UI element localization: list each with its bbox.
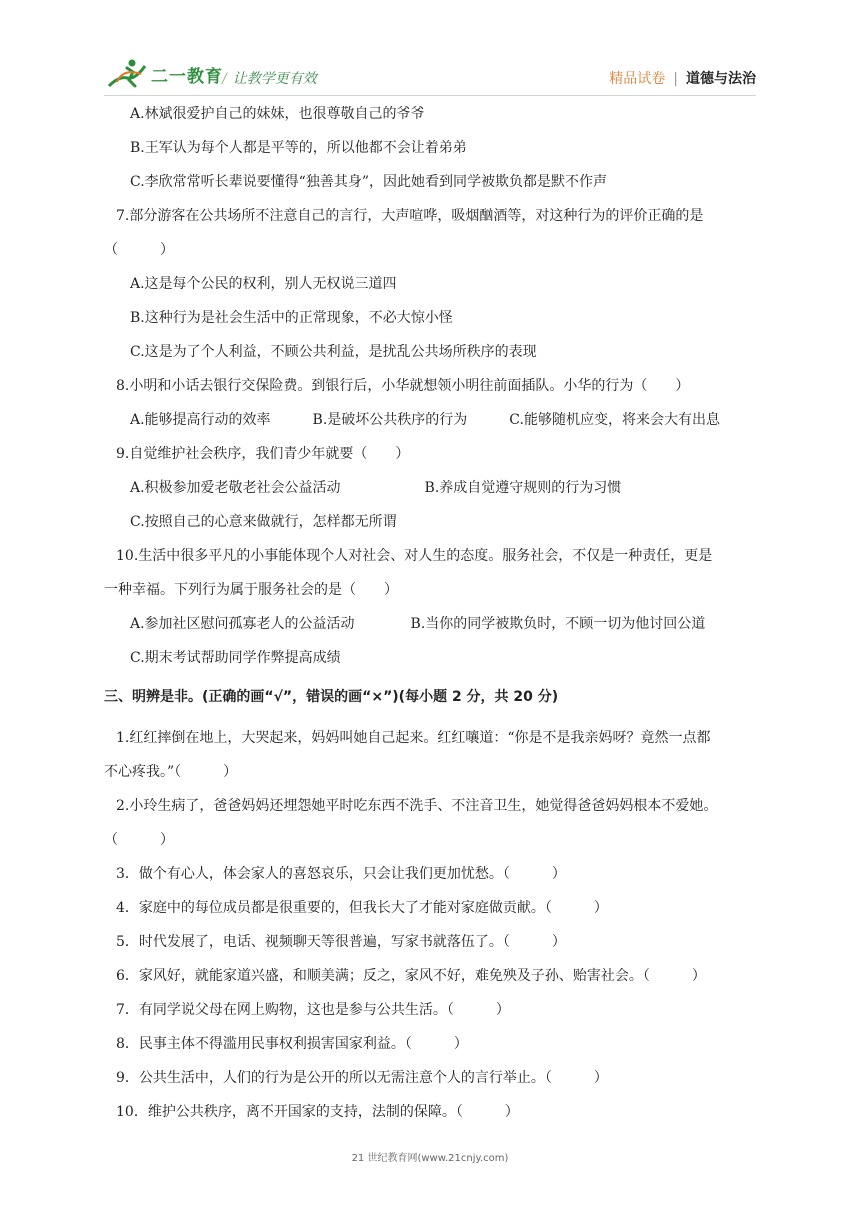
header-right: 精品试卷 | 道德与法治 [609, 71, 756, 87]
judge-3: 3．做个有心人，体会家人的喜怒哀乐，只会让我们更加忧愁。（ ） [116, 866, 566, 882]
text-line: A.能够提高行动的效率 B.是破坏公共秩序的行为 C.能够随机应变，将来会大有出息 [130, 412, 720, 428]
text-line: A.参加社区慰问孤寡老人的公益活动 B.当你的同学被欺负时，不顾一切为他讨回公道 [130, 616, 706, 632]
question-10: 10.生活中很多平凡的小事能体现个人对社会、对人生的态度。服务社会，不仅是一种责任，更是 [116, 548, 713, 564]
answer-blank: （ ） [104, 832, 174, 848]
section-heading: 三、明辨是非。(正确的画“√”，错误的画“×”)(每小题 2 分，共 20 分) [104, 689, 559, 705]
header-divider [104, 95, 756, 96]
text-line: C.这是为了个人利益，不顾公共利益，是扰乱公共场所秩序的表现 [130, 344, 537, 360]
question-9: 9.自觉维护社会秩序，我们青少年就要（ ） [116, 446, 410, 462]
text-line: 不心疼我。”（ ） [104, 764, 238, 780]
text-line: A.林斌很爱护自己的妹妹，也很尊敬自己的爷爷 [130, 106, 425, 122]
judge-4: 4．家庭中的每位成员都是很重要的，但我长大了才能对家庭做贡献。（ ） [116, 900, 608, 916]
logo-text: 二一教育 [151, 67, 223, 87]
text-line: B.王军认为每个人都是平等的，所以他都不会让着弟弟 [130, 140, 467, 156]
slogan-text: 让教学更有效 [232, 71, 317, 87]
judge-1: 1.红红摔倒在地上，大哭起来，妈妈叫她自己起来。红红嚷道：“你是不是我亲妈呀？竟然一点都 [116, 730, 711, 746]
text-line: B.这种行为是社会生活中的正常现象，不必大惊小怪 [130, 310, 453, 326]
page-header [0, 0, 860, 96]
page-footer: 21 世纪教育网(www.21cnjy.com) [351, 1153, 509, 1164]
judge-10: 10．维护公共秩序，离不开国家的支持，法制的保障。（ ） [116, 1104, 519, 1120]
judge-8: 8．民事主体不得滥用民事权利损害国家利益。（ ） [116, 1036, 468, 1052]
subject-label: 道德与法治 [686, 71, 756, 87]
slogan: / 让教学更有效 [222, 71, 317, 87]
text-line: A.这是每个公民的权利，别人无权说三道四 [130, 276, 397, 292]
judge-9: 9．公共生活中，人们的行为是公开的所以无需注意个人的言行举止。（ ） [116, 1070, 608, 1086]
judge-7: 7．有同学说父母在网上购物，这也是参与公共生活。（ ） [116, 1002, 510, 1018]
judge-2: 2.小玲生病了，爸爸妈妈还埋怨她平时吃东西不洗手、不注音卫生，她觉得爸爸妈妈根本不爱她。 [116, 798, 718, 814]
text-line: C.期末考试帮助同学作弊提高成绩 [130, 650, 341, 666]
judge-5: 5．时代发展了，电话、视频聊天等很普遍，写家书就落伍了。（ ） [116, 934, 566, 950]
question-8: 8.小明和小话去银行交保险费。到银行后，小华就想领小明往前面插队。小华的行为（ ） [116, 378, 690, 394]
text-line: 一种幸福。下列行为属于服务社会的是（ ） [104, 582, 398, 598]
judge-6: 6．家风好，就能家道兴盛，和顺美满；反之，家风不好，难免殃及子孙、贻害社会。（ ） [116, 968, 706, 984]
text-line: C.按照自己的心意来做就行，怎样都无所谓 [130, 514, 397, 530]
text-line: A.积极参加爱老敬老社会公益活动 B.养成自觉遵守规则的行为习惯 [130, 480, 622, 496]
brand-label: 精品试卷 [609, 71, 666, 87]
runner-logo-icon [105, 58, 149, 90]
answer-blank: （ ） [104, 242, 174, 258]
question-7: 7.部分游客在公共场所不注意自己的言行，大声喧哗，吸烟酗酒等，对这种行为的评价正确的是 [116, 208, 704, 224]
text-line: C.李欣常常听长辈说要懂得“独善其身”，因此她看到同学被欺负都是默不作声 [130, 174, 607, 190]
